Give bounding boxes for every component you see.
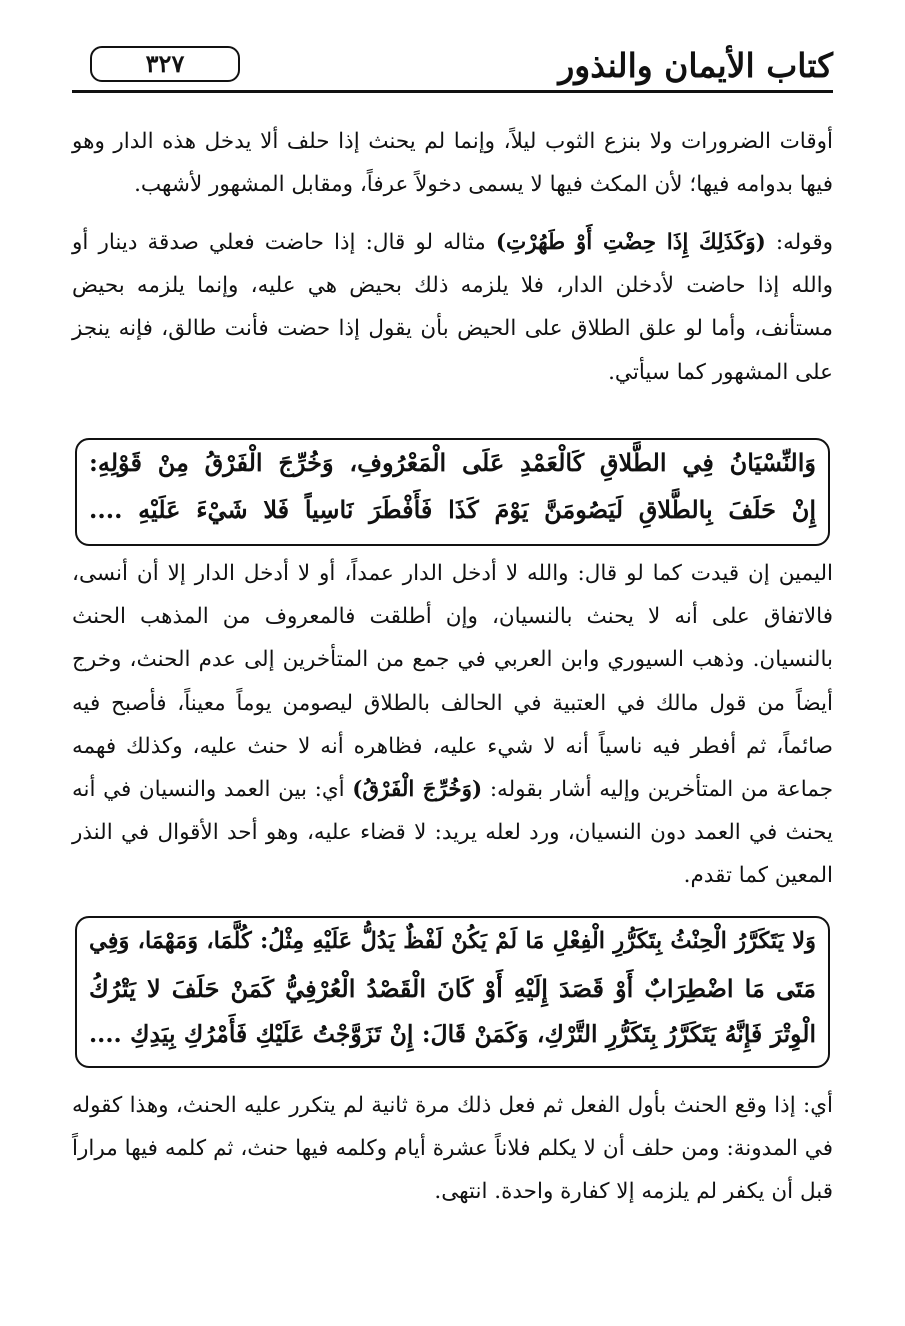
- header-rule: [72, 90, 833, 93]
- paragraph-2-lead: وقوله:: [775, 230, 833, 255]
- matn-box-1: [75, 438, 830, 546]
- matn-box-2-line-2: مَتَى مَا اضْطِرَابٌ أَوْ قَصَدَ إِلَيْهِ أَوْ كَانَ الْقَصْدُ الْعُرْفِيُّ كَمَنْ حَلَفَ لا يَتْرُكُ: [89, 974, 816, 1003]
- paragraph-1-text: أوقات الضرورات ولا بنزع الثوب ليلاً، وإنما لم يحنث إذا حلف ألا يدخل هذه الدار وهو فيها بدوامه فيها؛ لأن المكث فيها لا يسمى دخولاً عرفاً، ومقابل المشهور لأشهب.: [72, 129, 833, 198]
- paragraph-3-text: اليمين إن قيدت كما لو قال: والله لا أدخل الدار عمداً، أو لا أدخل الدار إلا أن أنسى، فالاتفاق على أنه لا يحنث بالنسيان، وإن أطلقت فالمعروف من المذهب الحنث بالنسيان. وذهب السيوري وابن العربي في جمع من المتأخرين إلى عدم الحنث، وخرج أيضاً من قول مالك في العتبية في الحالف بالطلاق ليصومن يوماً معيناً، فأصبح فيه صائماً، ثم أفطر فيه ناسياً أنه لا شيء عليه، فظاهره أنه لا حنث عليه، وكذلك فهمه جماعة من المتأخرين وإليه أشار بقوله:: [72, 561, 833, 803]
- quoted-matn: (وَكَذَلِكَ إِذَا حِضْتِ أَوْ طَهُرْتِ): [495, 230, 766, 255]
- matn-box-2-line-3: الْوِتْرَ فَإِنَّهُ يَتَكَرَّرُ بِتَكَرُّرِ التَّرْكِ، وَكَمَنْ قَالَ: إِنْ تَزَوَّجْتُ عَلَيْكِ فَأَمْرُكِ بِيَدِكِ ....: [89, 1020, 816, 1048]
- paragraph-4-text: أي: إذا وقع الحنث بأول الفعل ثم فعل ذلك مرة ثانية لم يتكرر عليه الحنث، وهذا كقوله في المدونة: ومن حلف أن لا يكلم فلاناً عشرة أيام وكلمه فيها حنث، ثم كلمه فيها مراراً قبل أن يكفر لم يلزمه إلا كفارة واحدة. انتهى.: [72, 1093, 833, 1205]
- page-number: ٣٢٧: [90, 46, 240, 82]
- paragraph-2-text: مثاله لو قال: إذا حاضت فعلي صدقة دينار أو والله إذا حاضت لأدخلن الدار، فلا يلزمه ذلك بحيض هي عليه، وإنما يلزمه بحيض مستأنف، وأما لو علق الطلاق على الحيض بأن يقول إذا حضت فأنت طالق، فإنه ينجز على المشهور كما سيأتي.: [72, 230, 833, 385]
- quoted-matn: (وَخُرِّجَ الْفَرْقُ): [352, 777, 483, 803]
- page-header: [72, 42, 833, 96]
- paragraph-3-rest: أي: بين العمد والنسيان في أنه يحنث في العمد دون النسيان، ورد لعله يريد: لا قضاء عليه، وهو أحد الأقوال في النذر المعين كما تقدم.: [72, 777, 833, 889]
- paragraph-3: [72, 552, 833, 898]
- matn-box-2: [75, 916, 830, 1068]
- paragraph-2: [72, 221, 833, 394]
- matn-box-2-line-1: وَلا يَتَكَرَّرُ الْحِنْثُ بِتَكَرُّرِ الْفِعْلِ مَا لَمْ يَكُنْ لَفْظٌ يَدُلُّ عَلَيْهِ مِثْلُ: كُلَّمَا، وَمَهْمَا، وَفِي: [89, 928, 816, 954]
- matn-box-1-line-1: وَالنِّسْيَانُ فِي الطَّلاقِ كَالْعَمْدِ عَلَى الْمَعْرُوفِ، وَخُرِّجَ الْفَرْقُ مِنْ قَوْلِهِ:: [89, 448, 816, 477]
- matn-box-1-line-2: إِنْ حَلَفَ بِالطَّلاقِ لَيَصُومَنَّ يَوْمَ كَذَا فَأَفْطَرَ نَاسِياً فَلا شَيْءَ عَلَيْهِ ....: [89, 495, 816, 524]
- paragraph-4: [72, 1084, 833, 1214]
- paragraph-1: [72, 120, 833, 206]
- book-title: كتاب الأيمان والنذور: [558, 46, 833, 85]
